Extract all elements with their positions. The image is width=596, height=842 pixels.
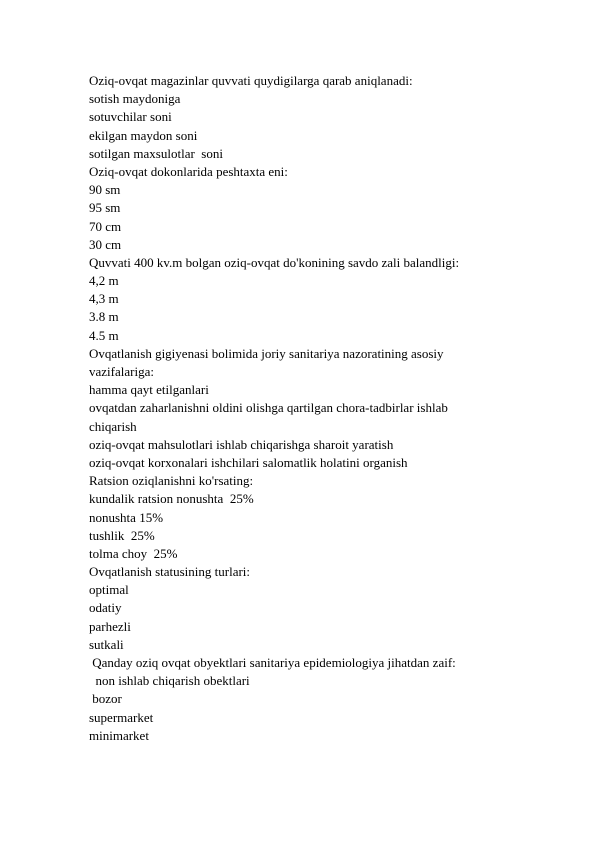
answer-option: sotuvchilar soni [89, 109, 172, 125]
answer-option: sutkali [89, 636, 124, 652]
answer-option: sotish maydoniga [89, 91, 181, 107]
answer-option: oziq-ovqat korxonalari ishchilari salomatlik holatini organish [89, 454, 408, 470]
answer-option: ekilgan maydon soni [89, 127, 198, 143]
question-text: Ratsion oziqlanishni ko'rsating: [89, 473, 254, 489]
answer-option: kundalik ratsion nonushta 25% [89, 491, 254, 507]
answer-option: bozor [89, 691, 122, 707]
answer-option: 70 cm [89, 218, 122, 234]
answer-option: 95 sm [89, 200, 121, 216]
question-text: Oziq-ovqat magazinlar quvvati quydigilarga qarab aniqlanadi: [89, 73, 413, 88]
question-text: Oziq-ovqat dokonlarida peshtaxta eni: [89, 163, 288, 179]
question-text: Ovqatlanish statusining turlari: [89, 564, 251, 580]
answer-option: supermarket [89, 709, 154, 725]
answer-option: minimarket [89, 727, 149, 743]
answer-option: 4,3 m [89, 291, 119, 307]
answer-option: tolma choy 25% [89, 545, 178, 561]
question-text: Ovqatlanish gigiyenasi bolimida joriy sanitariya nazoratining asosiy [89, 345, 444, 361]
question-text: Quvvati 400 kv.m bolgan oziq-ovqat do'konining savdo zali balandligi: [89, 254, 460, 270]
answer-option: non ishlab chiqarish obektlari [89, 673, 250, 689]
answer-option: 30 cm [89, 236, 122, 252]
answer-option: parhezli [89, 618, 131, 634]
answer-option: optimal [89, 582, 129, 598]
answer-option: sotilgan maxsulotlar soni [89, 145, 223, 161]
question-text: Qanday oziq ovqat obyektlari sanitariya epidemiologiya jihatdan zaif: [89, 655, 456, 670]
answer-option: 90 sm [89, 182, 121, 198]
answer-option: hamma qayt etilganlari [89, 382, 209, 398]
document-text [89, 72, 529, 745]
answer-option: oziq-ovqat mahsulotlari ishlab chiqarishga sharoit yaratish [89, 436, 394, 452]
answer-option: odatiy [89, 600, 122, 616]
answer-option: tushlik 25% [89, 527, 155, 543]
answer-option: 4.5 m [89, 327, 119, 343]
answer-option-continued: chiqarish [89, 418, 137, 434]
question-text-continued: vazifalariga: [89, 364, 154, 379]
answer-option: nonushta 15% [89, 509, 164, 525]
answer-option: 3.8 m [89, 309, 119, 325]
answer-option: 4,2 m [89, 273, 119, 289]
answer-option: ovqatdan zaharlanishni oldini olishga qartilgan chora-tadbirlar ishlab [89, 400, 448, 416]
